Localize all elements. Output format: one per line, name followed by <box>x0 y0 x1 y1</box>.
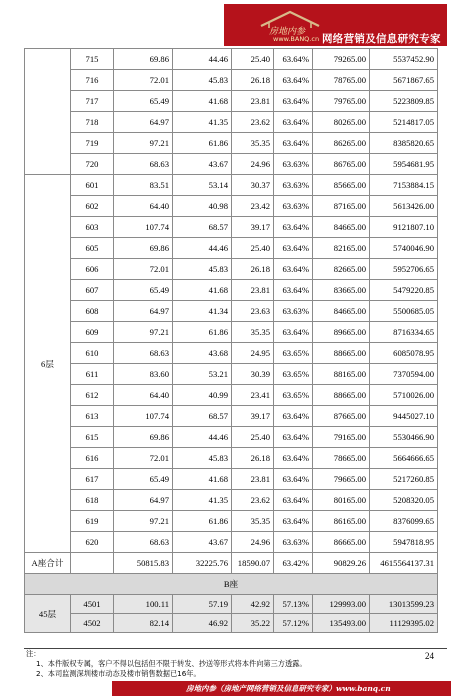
efficiency-cell: 63.65% <box>274 343 313 364</box>
room-number-cell: 618 <box>71 490 114 511</box>
inner-area-cell: 53.14 <box>173 175 232 196</box>
floor-label-cell <box>25 49 71 175</box>
efficiency-cell: 63.64% <box>274 448 313 469</box>
inner-area-cell: 40.98 <box>173 196 232 217</box>
summary-row <box>25 553 438 574</box>
gross-area-cell: 97.21 <box>114 511 173 532</box>
shared-area-cell: 35.35 <box>232 322 274 343</box>
room-number-cell: 608 <box>71 301 114 322</box>
shared-area-cell: 39.17 <box>232 406 274 427</box>
room-number-cell: 615 <box>71 427 114 448</box>
efficiency-cell: 63.64% <box>274 406 313 427</box>
total-price-cell: 5500685.05 <box>370 301 438 322</box>
shared-area-cell: 24.96 <box>232 154 274 175</box>
gross-area-cell: 72.01 <box>114 259 173 280</box>
table-row <box>25 490 438 511</box>
unit-price-cell: 80165.00 <box>313 490 370 511</box>
unit-price-cell: 88665.00 <box>313 343 370 364</box>
shared-area-cell: 25.40 <box>232 49 274 70</box>
efficiency-cell: 63.64% <box>274 70 313 91</box>
inner-area-cell: 61.86 <box>173 511 232 532</box>
shared-area-cell: 23.62 <box>232 112 274 133</box>
unit-price-cell: 82665.00 <box>313 259 370 280</box>
total-price-cell: 5952706.65 <box>370 259 438 280</box>
shared-area-cell: 25.40 <box>232 427 274 448</box>
gross-area-cell: 65.49 <box>114 91 173 112</box>
inner-area-cell: 53.21 <box>173 364 232 385</box>
shared-area-cell: 23.41 <box>232 385 274 406</box>
table-row <box>25 532 438 553</box>
inner-area-cell: 57.19 <box>173 595 232 614</box>
total-price-cell: 7153884.15 <box>370 175 438 196</box>
note-item: 2、本司监测深圳楼市动态及楼市销售数据已16年。 <box>36 669 201 678</box>
unit-price-cell: 79765.00 <box>313 91 370 112</box>
total-price-cell: 6085078.95 <box>370 343 438 364</box>
shared-area-cell: 23.42 <box>232 196 274 217</box>
efficiency-total: 63.42% <box>274 553 313 574</box>
inner-area-cell: 44.46 <box>173 238 232 259</box>
total-price-cell: 5954681.95 <box>370 154 438 175</box>
table-row <box>25 112 438 133</box>
gross-area-cell: 69.86 <box>114 427 173 448</box>
shared-area-cell: 35.35 <box>232 133 274 154</box>
efficiency-cell: 63.64% <box>274 511 313 532</box>
gross-area-cell: 68.63 <box>114 154 173 175</box>
inner-area-cell: 41.68 <box>173 469 232 490</box>
gross-area-cell: 64.40 <box>114 385 173 406</box>
table-row <box>25 238 438 259</box>
efficiency-cell: 57.12% <box>274 614 313 633</box>
room-number-cell: 717 <box>71 91 114 112</box>
total-price-cell: 8716334.65 <box>370 322 438 343</box>
room-number-cell: 720 <box>71 154 114 175</box>
shared-area-cell: 25.40 <box>232 238 274 259</box>
unit-price-cell: 87165.00 <box>313 196 370 217</box>
table-row <box>25 133 438 154</box>
shared-area-cell: 23.81 <box>232 469 274 490</box>
room-number-cell: 719 <box>71 133 114 154</box>
header-title: 网络营销及信息研究专家 <box>322 33 441 45</box>
table-row <box>25 448 438 469</box>
section-title-cell: B座 <box>25 574 438 595</box>
efficiency-cell: 63.64% <box>274 490 313 511</box>
note-item: 1、本件版权专属，客户不得以包括但不限于转发、抄送等形式将本件向第三方透露。 <box>36 659 307 668</box>
unit-price-cell: 79165.00 <box>313 427 370 448</box>
table-row <box>25 595 438 614</box>
floor-label-cell: 45层 <box>25 595 71 633</box>
inner-area-cell: 41.68 <box>173 280 232 301</box>
gross-area-cell: 65.49 <box>114 280 173 301</box>
shared-area-cell: 26.18 <box>232 70 274 91</box>
table-row <box>25 91 438 112</box>
room-number-cell: 613 <box>71 406 114 427</box>
gross-area-cell: 107.74 <box>114 217 173 238</box>
notes-title: 注： <box>26 649 41 658</box>
unit-price-cell: 89665.00 <box>313 322 370 343</box>
efficiency-cell: 63.63% <box>274 196 313 217</box>
page-number: 24 <box>425 651 434 661</box>
total-price-cell: 5947818.95 <box>370 532 438 553</box>
unit-price-cell: 85665.00 <box>313 175 370 196</box>
inner-area-cell: 45.83 <box>173 448 232 469</box>
shared-area-cell: 24.95 <box>232 343 274 364</box>
inner-area-cell: 43.68 <box>173 343 232 364</box>
unit-price-cell: 135493.00 <box>313 614 370 633</box>
efficiency-cell: 63.63% <box>274 532 313 553</box>
table-row <box>25 175 438 196</box>
table-row <box>25 217 438 238</box>
efficiency-cell: 63.64% <box>274 238 313 259</box>
unit-price-cell: 86265.00 <box>313 133 370 154</box>
gross-area-cell: 68.63 <box>114 343 173 364</box>
total-price-cell: 5710026.00 <box>370 385 438 406</box>
table-row <box>25 49 438 70</box>
room-number-cell: 610 <box>71 343 114 364</box>
shared-area-cell: 35.22 <box>232 614 274 633</box>
room-number-cell: 4501 <box>71 595 114 614</box>
total-price-cell: 11129395.02 <box>370 614 438 633</box>
unit-price-cell: 88665.00 <box>313 385 370 406</box>
logo-url: www.BANQ.cn <box>273 35 320 43</box>
unit-price-cell: 87665.00 <box>313 406 370 427</box>
table-row <box>25 511 438 532</box>
efficiency-cell: 63.63% <box>274 154 313 175</box>
gross-area-cell: 64.97 <box>114 490 173 511</box>
room-number-cell: 715 <box>71 49 114 70</box>
unit-price-cell: 129993.00 <box>313 595 370 614</box>
inner-area-cell: 46.92 <box>173 614 232 633</box>
inner-area-cell: 41.35 <box>173 112 232 133</box>
total-price-cell: 5223809.85 <box>370 91 438 112</box>
inner-area-cell: 41.34 <box>173 301 232 322</box>
table-row <box>25 427 438 448</box>
room-number-cell: 620 <box>71 532 114 553</box>
gross-area-cell: 83.60 <box>114 364 173 385</box>
unit-price-cell: 83665.00 <box>313 280 370 301</box>
price-table <box>24 48 438 633</box>
total-price-cell: 5613426.00 <box>370 196 438 217</box>
gross-area-cell: 69.86 <box>114 49 173 70</box>
unit-price-average: 90829.26 <box>313 553 370 574</box>
efficiency-cell: 57.13% <box>274 595 313 614</box>
efficiency-cell: 63.64% <box>274 133 313 154</box>
shared-area-cell: 23.81 <box>232 91 274 112</box>
logo-name: 房地内参 <box>269 27 306 37</box>
total-price-cell: 9121807.10 <box>370 217 438 238</box>
inner-area-cell: 41.68 <box>173 91 232 112</box>
unit-price-cell: 84665.00 <box>313 301 370 322</box>
summary-label-cell: A座合计 <box>25 553 71 574</box>
unit-price-cell: 80265.00 <box>313 112 370 133</box>
room-number-cell: 603 <box>71 217 114 238</box>
gross-area-cell: 107.74 <box>114 406 173 427</box>
efficiency-cell: 63.64% <box>274 259 313 280</box>
room-number-cell: 4502 <box>71 614 114 633</box>
inner-area-cell: 68.57 <box>173 406 232 427</box>
room-number-cell: 718 <box>71 112 114 133</box>
efficiency-cell: 63.64% <box>274 469 313 490</box>
table-row <box>25 364 438 385</box>
room-number-cell: 611 <box>71 364 114 385</box>
efficiency-cell: 63.64% <box>274 427 313 448</box>
total-price-cell: 5214817.05 <box>370 112 438 133</box>
gross-area-cell: 97.21 <box>114 133 173 154</box>
shared-area-cell: 35.35 <box>232 511 274 532</box>
table-row <box>25 301 438 322</box>
gross-area-cell: 64.97 <box>114 112 173 133</box>
inner-area-cell: 43.67 <box>173 154 232 175</box>
total-price-cell: 5217260.85 <box>370 469 438 490</box>
notes <box>26 649 307 679</box>
total-price-cell: 7370594.00 <box>370 364 438 385</box>
inner-area-cell: 45.83 <box>173 259 232 280</box>
inner-area-cell: 40.99 <box>173 385 232 406</box>
total-price-cell: 8385820.65 <box>370 133 438 154</box>
gross-area-cell: 100.11 <box>114 595 173 614</box>
gross-area-cell: 64.97 <box>114 301 173 322</box>
inner-area-cell: 61.86 <box>173 133 232 154</box>
shared-area-cell: 23.81 <box>232 280 274 301</box>
room-number-cell: 619 <box>71 511 114 532</box>
shared-area-cell: 39.17 <box>232 217 274 238</box>
gross-area-cell: 65.49 <box>114 469 173 490</box>
room-number-cell: 605 <box>71 238 114 259</box>
inner-area-cell: 44.46 <box>173 49 232 70</box>
unit-price-cell: 84665.00 <box>313 217 370 238</box>
inner-area-total: 32225.76 <box>173 553 232 574</box>
room-number-cell: 617 <box>71 469 114 490</box>
inner-area-cell: 41.35 <box>173 490 232 511</box>
table-row <box>25 154 438 175</box>
total-price-cell: 5208320.05 <box>370 490 438 511</box>
unit-price-cell: 86665.00 <box>313 532 370 553</box>
efficiency-cell: 63.64% <box>274 112 313 133</box>
inner-area-cell: 61.86 <box>173 322 232 343</box>
efficiency-cell: 63.65% <box>274 364 313 385</box>
total-price-cell: 5740046.90 <box>370 238 438 259</box>
inner-area-cell: 68.57 <box>173 217 232 238</box>
gross-area-cell: 64.40 <box>114 196 173 217</box>
room-number-cell: 609 <box>71 322 114 343</box>
gross-area-cell: 69.86 <box>114 238 173 259</box>
shared-area-cell: 30.39 <box>232 364 274 385</box>
total-price-cell: 13013599.23 <box>370 595 438 614</box>
room-number-cell: 601 <box>71 175 114 196</box>
total-price-cell: 5530466.90 <box>370 427 438 448</box>
table-row <box>25 259 438 280</box>
table-row <box>25 385 438 406</box>
gross-area-cell: 82.14 <box>114 614 173 633</box>
room-number-cell: 716 <box>71 70 114 91</box>
room-number-cell: 606 <box>71 259 114 280</box>
total-price-cell: 5664666.65 <box>370 448 438 469</box>
total-price-cell: 5479220.85 <box>370 280 438 301</box>
unit-price-cell: 78765.00 <box>313 70 370 91</box>
unit-price-cell: 82165.00 <box>313 238 370 259</box>
gross-area-cell: 72.01 <box>114 448 173 469</box>
shared-area-cell: 23.63 <box>232 301 274 322</box>
table-row <box>25 322 438 343</box>
blank-cell <box>71 553 114 574</box>
gross-area-cell: 83.51 <box>114 175 173 196</box>
efficiency-cell: 63.64% <box>274 217 313 238</box>
room-number-cell: 612 <box>71 385 114 406</box>
total-price-cell: 5671867.65 <box>370 70 438 91</box>
inner-area-cell: 44.46 <box>173 427 232 448</box>
table-row <box>25 614 438 633</box>
shared-area-total: 18590.07 <box>232 553 274 574</box>
table-row <box>25 343 438 364</box>
total-price-sum: 4615564137.31 <box>370 553 438 574</box>
shared-area-cell: 26.18 <box>232 259 274 280</box>
table-row <box>25 469 438 490</box>
table-row <box>25 406 438 427</box>
section-row <box>25 574 438 595</box>
gross-area-cell: 72.01 <box>114 70 173 91</box>
unit-price-cell: 86165.00 <box>313 511 370 532</box>
total-price-cell: 8376099.65 <box>370 511 438 532</box>
efficiency-cell: 63.64% <box>274 280 313 301</box>
gross-area-cell: 97.21 <box>114 322 173 343</box>
table-row <box>25 70 438 91</box>
shared-area-cell: 23.62 <box>232 490 274 511</box>
inner-area-cell: 43.67 <box>173 532 232 553</box>
room-number-cell: 607 <box>71 280 114 301</box>
footer-text: 房地内参（房地产网络营销及信息研究专家）www.banq.cn <box>186 684 391 693</box>
gross-area-total: 50815.83 <box>114 553 173 574</box>
shared-area-cell: 30.37 <box>232 175 274 196</box>
room-number-cell: 602 <box>71 196 114 217</box>
table-row <box>25 196 438 217</box>
total-price-cell: 5537452.90 <box>370 49 438 70</box>
efficiency-cell: 63.64% <box>274 322 313 343</box>
efficiency-cell: 63.63% <box>274 175 313 196</box>
efficiency-cell: 63.65% <box>274 385 313 406</box>
gross-area-cell: 68.63 <box>114 532 173 553</box>
unit-price-cell: 79265.00 <box>313 49 370 70</box>
shared-area-cell: 24.96 <box>232 532 274 553</box>
unit-price-cell: 86765.00 <box>313 154 370 175</box>
table-row <box>25 280 438 301</box>
efficiency-cell: 63.63% <box>274 301 313 322</box>
shared-area-cell: 26.18 <box>232 448 274 469</box>
inner-area-cell: 45.83 <box>173 70 232 91</box>
efficiency-cell: 63.64% <box>274 91 313 112</box>
unit-price-cell: 88165.00 <box>313 364 370 385</box>
unit-price-cell: 79665.00 <box>313 469 370 490</box>
unit-price-cell: 78665.00 <box>313 448 370 469</box>
shared-area-cell: 42.92 <box>232 595 274 614</box>
total-price-cell: 9445027.10 <box>370 406 438 427</box>
room-number-cell: 616 <box>71 448 114 469</box>
efficiency-cell: 63.64% <box>274 49 313 70</box>
floor-label-cell: 6层 <box>25 175 71 553</box>
